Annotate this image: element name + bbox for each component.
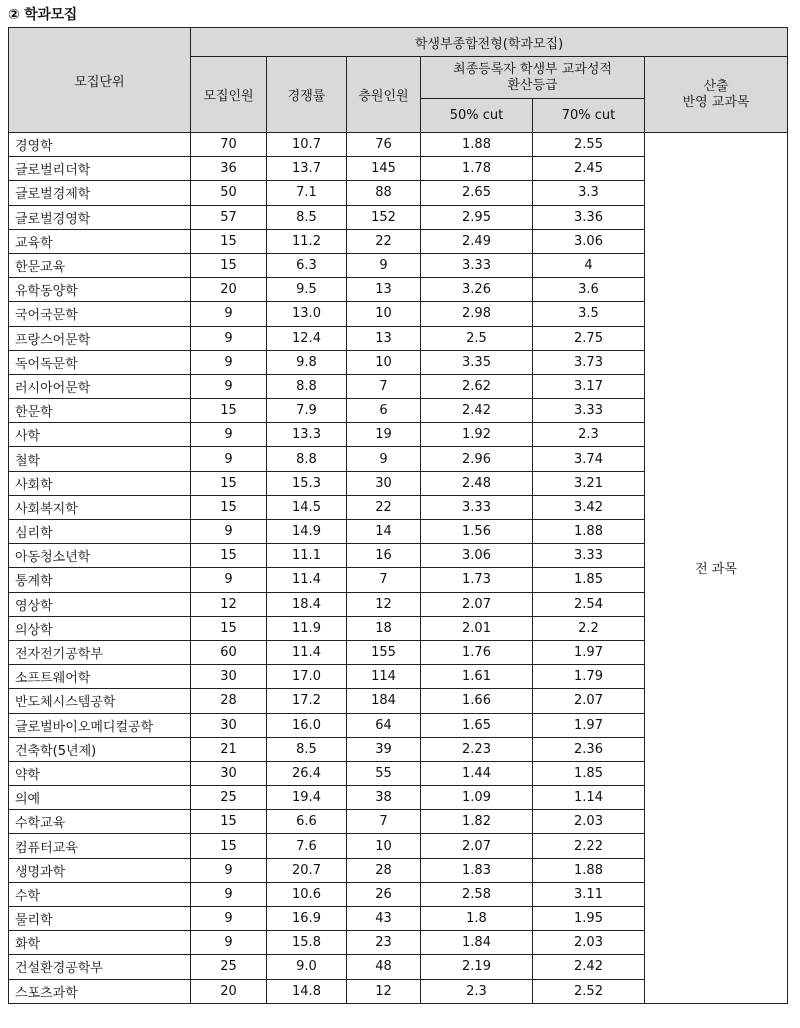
- unit-name-cell: 독어독문학: [9, 350, 191, 374]
- unit-name-cell: 글로벌바이오메디컬공학: [9, 713, 191, 737]
- fill-cell: 184: [347, 689, 421, 713]
- quota-cell: 50: [191, 181, 267, 205]
- competition-cell: 14.8: [267, 979, 347, 1003]
- cut70-cell: 3.73: [533, 350, 645, 374]
- cut70-cell: 3.11: [533, 882, 645, 906]
- competition-cell: 8.5: [267, 205, 347, 229]
- competition-cell: 12.4: [267, 326, 347, 350]
- cut50-cell: 1.65: [421, 713, 533, 737]
- cut70-cell: 1.14: [533, 786, 645, 810]
- header-group: 학생부종합전형(학과모집): [191, 28, 788, 57]
- cut70-cell: 3.74: [533, 447, 645, 471]
- fill-cell: 55: [347, 761, 421, 785]
- cut50-cell: 2.62: [421, 374, 533, 398]
- fill-cell: 18: [347, 616, 421, 640]
- cut70-cell: 2.22: [533, 834, 645, 858]
- cut70-cell: 1.88: [533, 520, 645, 544]
- header-cut70: 70% cut: [533, 99, 645, 133]
- cut70-cell: 2.3: [533, 423, 645, 447]
- unit-name-cell: 수학교육: [9, 810, 191, 834]
- competition-cell: 16.0: [267, 713, 347, 737]
- cut50-cell: 2.48: [421, 471, 533, 495]
- competition-cell: 11.9: [267, 616, 347, 640]
- quota-cell: 9: [191, 858, 267, 882]
- cut70-cell: 1.79: [533, 665, 645, 689]
- unit-name-cell: 심리학: [9, 520, 191, 544]
- competition-cell: 7.9: [267, 399, 347, 423]
- competition-cell: 10.7: [267, 133, 347, 157]
- unit-name-cell: 사회복지학: [9, 495, 191, 519]
- fill-cell: 114: [347, 665, 421, 689]
- competition-cell: 26.4: [267, 761, 347, 785]
- quota-cell: 9: [191, 374, 267, 398]
- unit-name-cell: 약학: [9, 761, 191, 785]
- quota-cell: 15: [191, 810, 267, 834]
- quota-cell: 30: [191, 761, 267, 785]
- quota-cell: 9: [191, 447, 267, 471]
- fill-cell: 43: [347, 907, 421, 931]
- competition-cell: 11.4: [267, 640, 347, 664]
- cut50-cell: 1.83: [421, 858, 533, 882]
- quota-cell: 9: [191, 568, 267, 592]
- table-body: [9, 133, 788, 1004]
- cut50-cell: 3.26: [421, 278, 533, 302]
- fill-cell: 22: [347, 495, 421, 519]
- admission-table: [8, 27, 788, 1004]
- competition-cell: 17.2: [267, 689, 347, 713]
- unit-name-cell: 의예: [9, 786, 191, 810]
- cut50-cell: 1.82: [421, 810, 533, 834]
- cut70-cell: 3.21: [533, 471, 645, 495]
- competition-cell: 13.0: [267, 302, 347, 326]
- quota-cell: 9: [191, 326, 267, 350]
- cut70-cell: 2.36: [533, 737, 645, 761]
- cut50-cell: 2.23: [421, 737, 533, 761]
- cut50-cell: 2.96: [421, 447, 533, 471]
- fill-cell: 145: [347, 157, 421, 181]
- cut70-cell: 2.03: [533, 810, 645, 834]
- cut70-cell: 2.07: [533, 689, 645, 713]
- fill-cell: 13: [347, 278, 421, 302]
- competition-cell: 19.4: [267, 786, 347, 810]
- cut50-cell: 2.5: [421, 326, 533, 350]
- competition-cell: 6.3: [267, 253, 347, 277]
- fill-cell: 9: [347, 447, 421, 471]
- header-grade-line2: 환산등급: [507, 77, 558, 93]
- cut50-cell: 2.3: [421, 979, 533, 1003]
- cut70-cell: 2.42: [533, 955, 645, 979]
- cut70-cell: 2.52: [533, 979, 645, 1003]
- quota-cell: 36: [191, 157, 267, 181]
- unit-name-cell: 프랑스어문학: [9, 326, 191, 350]
- fill-cell: 64: [347, 713, 421, 737]
- quota-cell: 9: [191, 520, 267, 544]
- unit-name-cell: 스포츠과학: [9, 979, 191, 1003]
- header-fill: 충원인원: [347, 57, 421, 133]
- quota-cell: 15: [191, 229, 267, 253]
- cut50-cell: 1.76: [421, 640, 533, 664]
- cut70-cell: 3.6: [533, 278, 645, 302]
- cut50-cell: 2.19: [421, 955, 533, 979]
- fill-cell: 39: [347, 737, 421, 761]
- cut50-cell: 1.84: [421, 931, 533, 955]
- cut50-cell: 1.92: [421, 423, 533, 447]
- quota-cell: 30: [191, 713, 267, 737]
- fill-cell: 28: [347, 858, 421, 882]
- competition-cell: 11.1: [267, 544, 347, 568]
- cut70-cell: 1.85: [533, 568, 645, 592]
- cut50-cell: 2.65: [421, 181, 533, 205]
- fill-cell: 12: [347, 592, 421, 616]
- competition-cell: 10.6: [267, 882, 347, 906]
- admission-table-wrapper: [8, 27, 788, 1004]
- competition-cell: 8.5: [267, 737, 347, 761]
- quota-cell: 15: [191, 253, 267, 277]
- fill-cell: 76: [347, 133, 421, 157]
- competition-cell: 14.9: [267, 520, 347, 544]
- unit-name-cell: 글로벌경영학: [9, 205, 191, 229]
- fill-cell: 9: [347, 253, 421, 277]
- cut70-cell: 4: [533, 253, 645, 277]
- competition-cell: 7.1: [267, 181, 347, 205]
- quota-cell: 25: [191, 786, 267, 810]
- unit-name-cell: 화학: [9, 931, 191, 955]
- competition-cell: 9.5: [267, 278, 347, 302]
- unit-name-cell: 영상학: [9, 592, 191, 616]
- header-grade: [421, 57, 645, 99]
- fill-cell: 10: [347, 350, 421, 374]
- quota-cell: 15: [191, 399, 267, 423]
- cut50-cell: 1.44: [421, 761, 533, 785]
- table-row: [9, 133, 788, 157]
- cut50-cell: 2.07: [421, 834, 533, 858]
- competition-cell: 14.5: [267, 495, 347, 519]
- quota-cell: 9: [191, 302, 267, 326]
- competition-cell: 8.8: [267, 374, 347, 398]
- fill-cell: 48: [347, 955, 421, 979]
- quota-cell: 60: [191, 640, 267, 664]
- fill-cell: 13: [347, 326, 421, 350]
- competition-cell: 13.7: [267, 157, 347, 181]
- competition-cell: 8.8: [267, 447, 347, 471]
- unit-name-cell: 생명과학: [9, 858, 191, 882]
- cut50-cell: 2.01: [421, 616, 533, 640]
- cut50-cell: 1.56: [421, 520, 533, 544]
- section-title: ② 학과모집: [8, 7, 78, 23]
- quota-cell: 9: [191, 423, 267, 447]
- cut50-cell: 3.35: [421, 350, 533, 374]
- fill-cell: 88: [347, 181, 421, 205]
- competition-cell: 20.7: [267, 858, 347, 882]
- cut70-cell: 3.5: [533, 302, 645, 326]
- unit-name-cell: 의상학: [9, 616, 191, 640]
- cut70-cell: 2.55: [533, 133, 645, 157]
- fill-cell: 22: [347, 229, 421, 253]
- quota-cell: 20: [191, 979, 267, 1003]
- cut70-cell: 3.36: [533, 205, 645, 229]
- unit-name-cell: 사회학: [9, 471, 191, 495]
- fill-cell: 12: [347, 979, 421, 1003]
- unit-name-cell: 글로벌리더학: [9, 157, 191, 181]
- unit-name-cell: 교육학: [9, 229, 191, 253]
- fill-cell: 152: [347, 205, 421, 229]
- header-competition: 경쟁률: [267, 57, 347, 133]
- unit-name-cell: 수학: [9, 882, 191, 906]
- cut70-cell: 1.85: [533, 761, 645, 785]
- header-subject: [645, 57, 788, 133]
- unit-name-cell: 유학동양학: [9, 278, 191, 302]
- competition-cell: 17.0: [267, 665, 347, 689]
- cut70-cell: 3.33: [533, 544, 645, 568]
- competition-cell: 11.4: [267, 568, 347, 592]
- quota-cell: 21: [191, 737, 267, 761]
- quota-cell: 25: [191, 955, 267, 979]
- unit-name-cell: 아동청소년학: [9, 544, 191, 568]
- cut70-cell: 2.75: [533, 326, 645, 350]
- cut50-cell: 2.49: [421, 229, 533, 253]
- cut50-cell: 2.07: [421, 592, 533, 616]
- header-quota: 모집인원: [191, 57, 267, 133]
- cut70-cell: 2.2: [533, 616, 645, 640]
- quota-cell: 30: [191, 665, 267, 689]
- unit-name-cell: 반도체시스템공학: [9, 689, 191, 713]
- cut50-cell: 3.06: [421, 544, 533, 568]
- competition-cell: 15.3: [267, 471, 347, 495]
- cut50-cell: 3.33: [421, 253, 533, 277]
- quota-cell: 15: [191, 495, 267, 519]
- competition-cell: 18.4: [267, 592, 347, 616]
- unit-name-cell: 국어국문학: [9, 302, 191, 326]
- subject-cell: 전 과목: [645, 133, 788, 1004]
- quota-cell: 15: [191, 616, 267, 640]
- fill-cell: 30: [347, 471, 421, 495]
- quota-cell: 70: [191, 133, 267, 157]
- fill-cell: 10: [347, 834, 421, 858]
- unit-name-cell: 한문학: [9, 399, 191, 423]
- header-cut50: 50% cut: [421, 99, 533, 133]
- unit-name-cell: 건축학(5년제): [9, 737, 191, 761]
- cut70-cell: 3.33: [533, 399, 645, 423]
- header-unit: 모집단위: [9, 28, 191, 133]
- competition-cell: 9.0: [267, 955, 347, 979]
- cut70-cell: 3.06: [533, 229, 645, 253]
- cut50-cell: 2.98: [421, 302, 533, 326]
- competition-cell: 16.9: [267, 907, 347, 931]
- fill-cell: 7: [347, 810, 421, 834]
- fill-cell: 19: [347, 423, 421, 447]
- quota-cell: 12: [191, 592, 267, 616]
- cut50-cell: 2.95: [421, 205, 533, 229]
- fill-cell: 10: [347, 302, 421, 326]
- cut70-cell: 3.3: [533, 181, 645, 205]
- cut50-cell: 1.66: [421, 689, 533, 713]
- fill-cell: 26: [347, 882, 421, 906]
- quota-cell: 9: [191, 907, 267, 931]
- cut50-cell: 1.09: [421, 786, 533, 810]
- cut70-cell: 3.42: [533, 495, 645, 519]
- cut70-cell: 1.97: [533, 640, 645, 664]
- cut50-cell: 3.33: [421, 495, 533, 519]
- header-grade-line1: 최종등록자 학생부 교과성적: [453, 61, 612, 77]
- fill-cell: 7: [347, 374, 421, 398]
- cut50-cell: 1.61: [421, 665, 533, 689]
- quota-cell: 9: [191, 931, 267, 955]
- unit-name-cell: 건설환경공학부: [9, 955, 191, 979]
- cut50-cell: 2.42: [421, 399, 533, 423]
- competition-cell: 7.6: [267, 834, 347, 858]
- competition-cell: 15.8: [267, 931, 347, 955]
- header-subject-line1: 산출: [703, 78, 729, 94]
- cut70-cell: 1.88: [533, 858, 645, 882]
- unit-name-cell: 소프트웨어학: [9, 665, 191, 689]
- competition-cell: 13.3: [267, 423, 347, 447]
- table-header: [9, 28, 788, 133]
- competition-cell: 11.2: [267, 229, 347, 253]
- unit-name-cell: 컴퓨터교육: [9, 834, 191, 858]
- unit-name-cell: 글로벌경제학: [9, 181, 191, 205]
- unit-name-cell: 전자전기공학부: [9, 640, 191, 664]
- header-subject-line2: 반영 교과목: [682, 94, 750, 110]
- cut70-cell: 2.03: [533, 931, 645, 955]
- cut70-cell: 2.54: [533, 592, 645, 616]
- quota-cell: 28: [191, 689, 267, 713]
- quota-cell: 57: [191, 205, 267, 229]
- quota-cell: 20: [191, 278, 267, 302]
- competition-cell: 6.6: [267, 810, 347, 834]
- competition-cell: 9.8: [267, 350, 347, 374]
- quota-cell: 15: [191, 471, 267, 495]
- fill-cell: 38: [347, 786, 421, 810]
- fill-cell: 7: [347, 568, 421, 592]
- unit-name-cell: 사학: [9, 423, 191, 447]
- unit-name-cell: 경영학: [9, 133, 191, 157]
- cut50-cell: 2.58: [421, 882, 533, 906]
- quota-cell: 15: [191, 834, 267, 858]
- unit-name-cell: 한문교육: [9, 253, 191, 277]
- quota-cell: 9: [191, 350, 267, 374]
- quota-cell: 15: [191, 544, 267, 568]
- unit-name-cell: 물리학: [9, 907, 191, 931]
- cut50-cell: 1.88: [421, 133, 533, 157]
- cut70-cell: 1.97: [533, 713, 645, 737]
- fill-cell: 16: [347, 544, 421, 568]
- fill-cell: 23: [347, 931, 421, 955]
- unit-name-cell: 통계학: [9, 568, 191, 592]
- fill-cell: 155: [347, 640, 421, 664]
- cut50-cell: 1.73: [421, 568, 533, 592]
- cut70-cell: 1.95: [533, 907, 645, 931]
- unit-name-cell: 철학: [9, 447, 191, 471]
- cut50-cell: 1.8: [421, 907, 533, 931]
- fill-cell: 14: [347, 520, 421, 544]
- fill-cell: 6: [347, 399, 421, 423]
- unit-name-cell: 러시아어문학: [9, 374, 191, 398]
- cut70-cell: 3.17: [533, 374, 645, 398]
- cut70-cell: 2.45: [533, 157, 645, 181]
- cut50-cell: 1.78: [421, 157, 533, 181]
- quota-cell: 9: [191, 882, 267, 906]
